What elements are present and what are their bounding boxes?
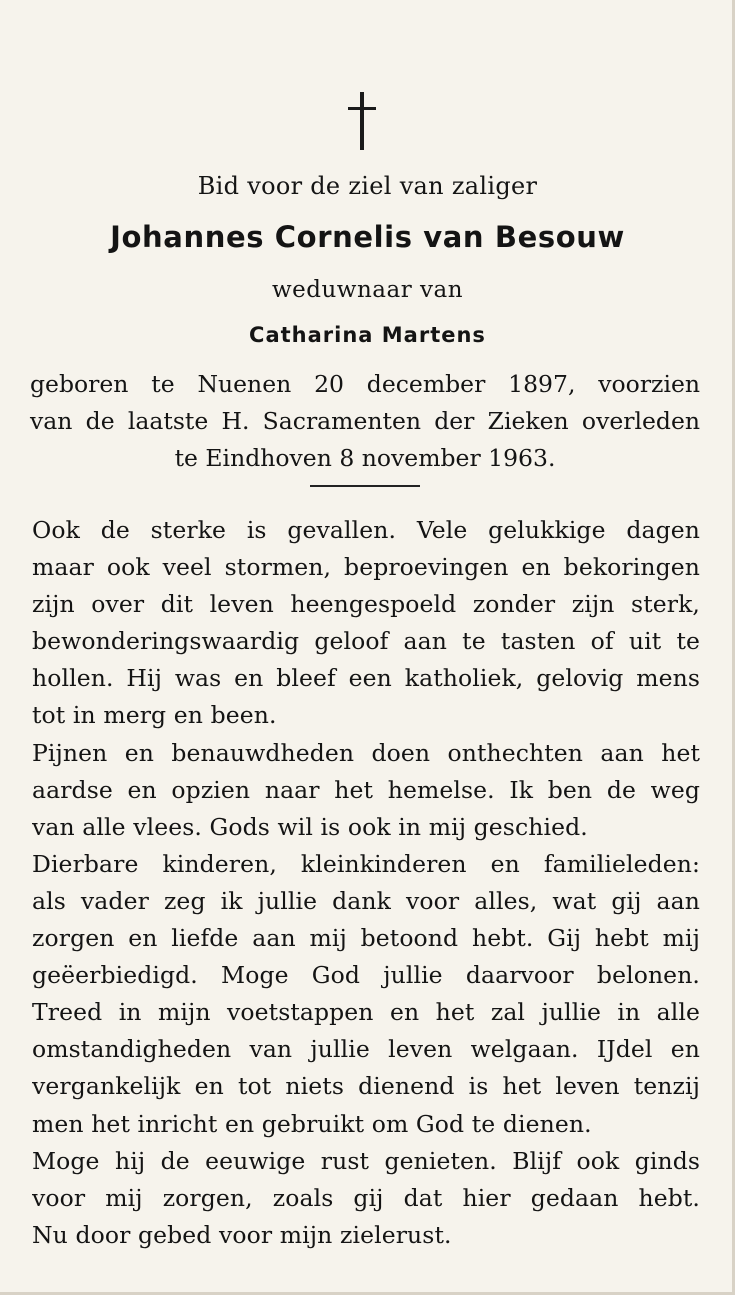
text-line: Dierbare kinderen, kleinkinderen en familieleden:: [32, 849, 700, 878]
text-line: Nu door gebed voor mijn zielerust.: [32, 1220, 452, 1249]
spouse-name: Catharina Martens: [249, 323, 486, 347]
details-line: geboren te Nuenen 20 december 1897, voorzien: [30, 370, 700, 398]
relation-text: weduwnaar van: [271, 277, 464, 303]
text-line: Pijnen en benauwdheden doen onthechten aan het: [32, 738, 700, 767]
life-details: [30, 366, 700, 477]
cross-icon: [346, 92, 378, 150]
text-line: men het inricht en gebruikt om God te dienen.: [32, 1109, 592, 1138]
text-line: geëerbiedigd. Moge God jullie daarvoor belonen.: [32, 961, 700, 990]
text-line: Treed in mijn voetstappen en het zal jullie in alle: [32, 998, 700, 1027]
text-line: zijn over dit leven heengespoeld zonder zijn sterk,: [32, 590, 700, 619]
text-line: Moge hij de eeuwige rust genieten. Blijf ook ginds: [32, 1146, 700, 1175]
details-line: te Eindhoven 8 november 1963.: [174, 444, 556, 472]
intro-text: Bid voor de ziel van zaliger: [197, 172, 538, 200]
text-line: bewonderingswaardig geloof aan te tasten of uit te: [32, 627, 700, 656]
text-line: maar ook veel stormen, beproevingen en bekoringen: [32, 553, 700, 582]
details-line: van de laatste H. Sacramenten der Zieken overleden: [30, 407, 700, 435]
text-line: aardse en opzien naar het hemelse. Ik ben de weg: [32, 775, 700, 804]
text-line: van alle vlees. Gods wil is ook in mij geschied.: [32, 812, 588, 841]
text-line: vergankelijk en tot niets dienend is het leven tenzij: [32, 1072, 700, 1101]
text-line: Ook de sterke is gevallen. Vele gelukkige dagen: [32, 516, 700, 544]
divider-line: [310, 485, 420, 487]
text-line: hollen. Hij was en bleef een katholiek, gelovig mens: [32, 664, 700, 693]
text-line: tot in merg en been.: [32, 701, 277, 730]
memorial-text: [32, 512, 700, 1254]
deceased-name: Johannes Cornelis van Besouw: [110, 220, 625, 254]
text-line: voor mij zorgen, zoals gij dat hier gedaan hebt.: [32, 1183, 700, 1212]
text-line: als vader zeg ik jullie dank voor alles, wat gij aan: [32, 886, 700, 915]
text-line: zorgen en liefde aan mij betoond hebt. Gij hebt mij: [32, 924, 700, 953]
text-line: omstandigheden van jullie leven welgaan. IJdel en: [32, 1035, 700, 1064]
